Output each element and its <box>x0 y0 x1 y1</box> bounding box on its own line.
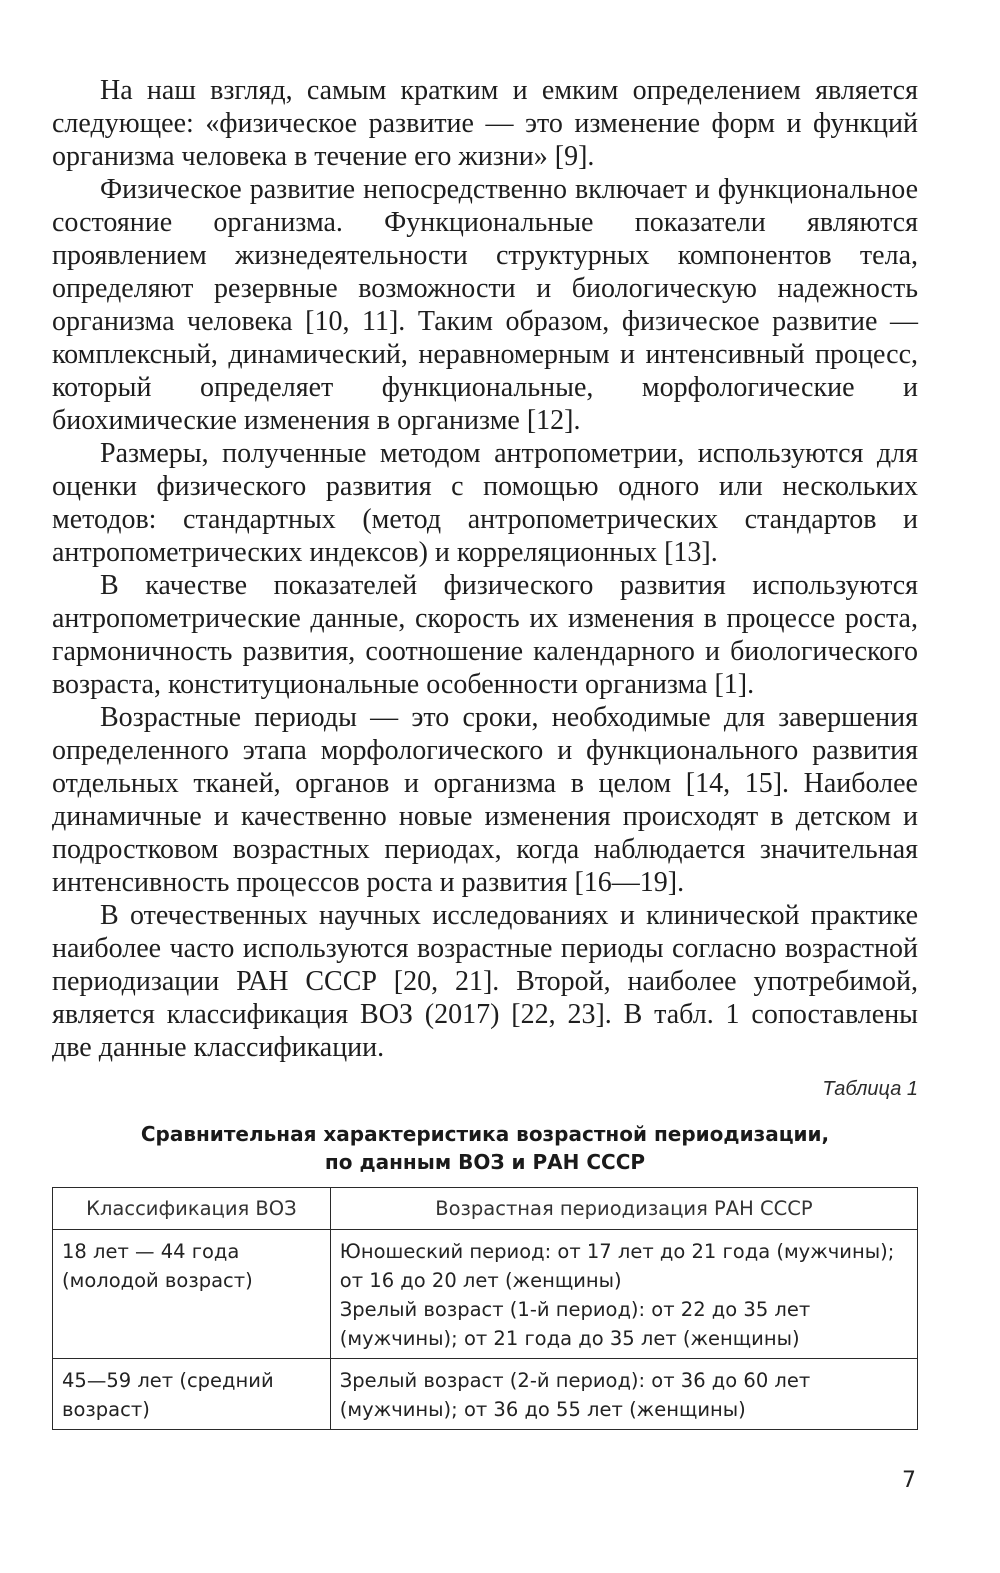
paragraph-4: В качестве показателей физического развития используются антропометрические данные, скорость их изменения в процессе роста, гармоничность развития, соотношение календарного и биологического возраста, конституциональные особенности организма [1]. <box>52 570 918 700</box>
table-title <box>52 1120 918 1176</box>
table-header-row <box>53 1188 918 1230</box>
table-caption: Таблица 1 <box>822 1078 918 1100</box>
cell-line: 45—59 лет (средний <box>62 1369 274 1392</box>
cell-line: Зрелый возраст (2-й период): от 36 до 60 лет <box>339 1369 811 1392</box>
paragraph-1: На наш взгляд, самым кратким и емким определением является следующее: «физическое развитие — это изменение форм и функций организма человека в течение его жизни» [9]. <box>52 75 918 172</box>
body-text <box>52 74 918 1064</box>
paragraph-5: Возрастные периоды — это сроки, необходимые для завершения определенного этапа морфологического и функционального развития отдельных тканей, органов и организма в целом [14, 15]. Наиболее динамичные и качественно новые изменения происходят в детском и подростковом возрастных периодах, когда наблюдается значительная интенсивность процессов роста и развития [16—19]. <box>52 702 918 898</box>
table-row <box>53 1230 918 1359</box>
age-periodization-table <box>52 1187 918 1430</box>
cell-line: (мужчины); от 36 до 55 лет (женщины) <box>339 1398 746 1421</box>
paragraph-3: Размеры, полученные методом антропометрии, используются для оценки физического развития с помощью одного или нескольких методов: стандартных (метод антропометрических стандартов и антропометрических индексов) и корреляционных [13]. <box>52 438 918 568</box>
cell-line: Зрелый возраст (1-й период): от 22 до 35 лет <box>339 1298 811 1321</box>
cell-line: Юношеский период: от 17 лет до 21 года (мужчины); <box>339 1240 895 1263</box>
cell-line: (молодой возраст) <box>62 1269 253 1292</box>
paragraph-2: Физическое развитие непосредственно включает и функциональное состояние организма. Функциональные показатели являются проявлением жизнедеятельности структурных компонентов тела, определяют резервные возможности и биологическую надежность организма человека [10, 11]. Таким образом, физическое развитие — комплексный, динамический, неравномерным и интенсивный процесс, который определяет функциональные, морфологические и биохимические изменения в организме [12]. <box>52 174 918 436</box>
cell-line: возраст) <box>62 1398 150 1421</box>
cell-line: от 16 до 20 лет (женщины) <box>339 1269 622 1292</box>
cell-who <box>53 1230 331 1359</box>
cell-who <box>53 1359 331 1430</box>
header-ran: Возрастная периодизация РАН СССР <box>330 1188 917 1230</box>
paragraph-6: В отечественных научных исследованиях и клинической практике наиболее часто используются возрастные периоды согласно возрастной периодизации РАН СССР [20, 21]. Второй, наиболее употребимой, является классификация ВОЗ (2017) [22, 23]. В табл. 1 сопоставлены две данные классификации. <box>52 900 918 1063</box>
cell-line: 18 лет — 44 года <box>62 1240 240 1263</box>
cell-ran <box>330 1230 917 1359</box>
cell-line: (мужчины); от 21 года до 35 лет (женщины) <box>339 1327 800 1350</box>
page-number: 7 <box>902 1468 916 1493</box>
table-title-line-2: по данным ВОЗ и РАН СССР <box>324 1150 646 1174</box>
header-who: Классификация ВОЗ <box>53 1188 331 1230</box>
table-row <box>53 1359 918 1430</box>
table-title-line-1: Сравнительная характеристика возрастной периодизации, <box>140 1122 830 1146</box>
cell-ran <box>330 1359 917 1430</box>
